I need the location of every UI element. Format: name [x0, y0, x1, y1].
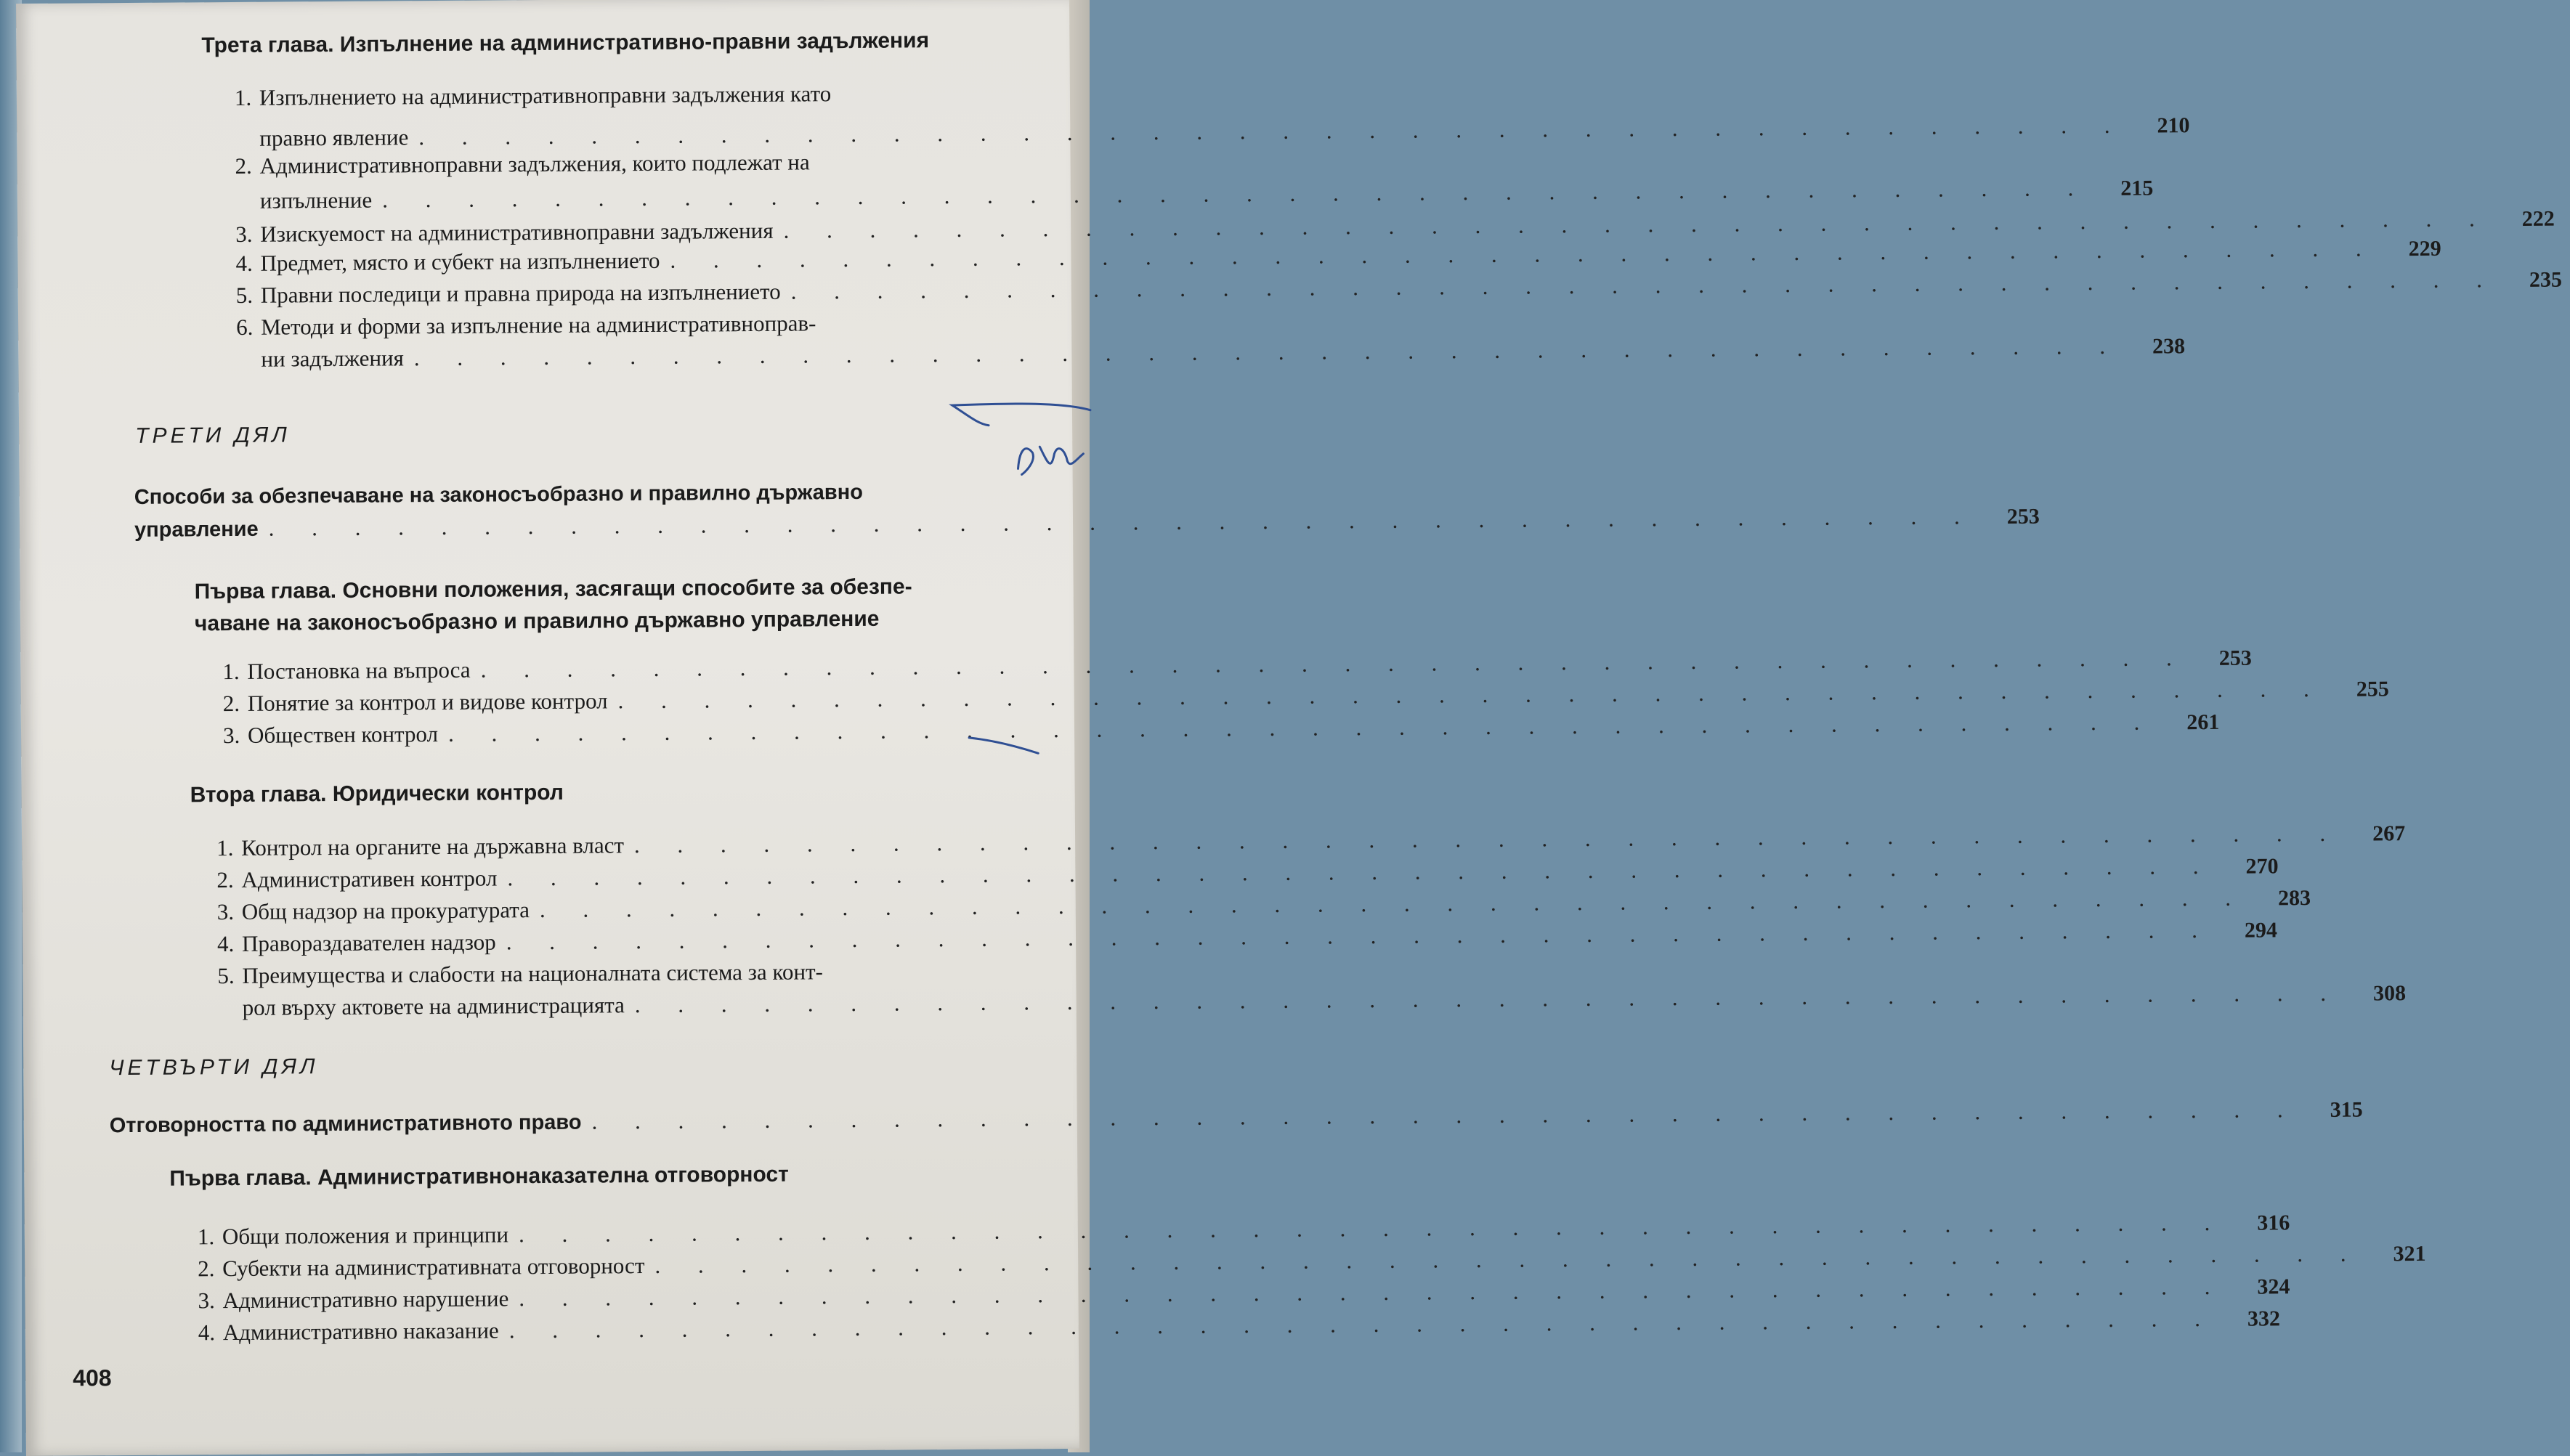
chapter-title: Първа глава. Основни положения, засягащи способите за обезпе- — [194, 574, 912, 604]
toc-entry: 4. Предмет, място и субект на изпълнението . . . 229 — [235, 243, 1020, 279]
toc-entry: 2. Административноправни задължения, които подлежат на — [235, 149, 810, 179]
page-number: 316 — [2257, 1211, 2290, 1235]
page-number: 210 — [2157, 113, 2190, 138]
page-number: 283 — [2277, 886, 2311, 911]
section-title: Способи за обезпечаване на законосъобразно и правилно държавно — [134, 480, 864, 509]
part-heading: ЧЕТВЪРТИ ДЯЛ — [109, 1054, 319, 1081]
page-number: 308 — [2372, 981, 2407, 1006]
page-number: 253 — [2218, 646, 2252, 670]
page-number: 229 — [2408, 236, 2441, 261]
page-number: 324 — [2257, 1274, 2290, 1299]
handwritten-pen-mark — [938, 381, 1098, 506]
page-number: 222 — [2521, 206, 2555, 231]
section-title: Отговорността по административното право . . . 315 — [110, 1104, 1018, 1140]
page-number: 294 — [2244, 918, 2278, 943]
part-heading: ТРЕТИ ДЯЛ — [135, 423, 291, 448]
page-number: 215 — [2120, 176, 2154, 200]
page-number: 261 — [2186, 709, 2220, 735]
page-number: 255 — [2356, 677, 2389, 701]
toc-entry: 3. Обществен контрол . . . 261 — [223, 715, 1022, 751]
toc-entry: 2. Субекти на административната отговорност . . . 321 — [198, 1249, 1011, 1285]
toc-entry: 4. Правораздавателен надзор . . . 294 — [217, 924, 1016, 959]
chapter-title: Първа глава. Административнонаказателна отговорност — [169, 1162, 789, 1191]
toc-entry: 6. Методи и форми за изпълнение на административноправ- — [236, 310, 816, 340]
page-folio: 408 — [73, 1365, 112, 1391]
toc-entry: 1. Изпълнението на административноправни задължения като — [234, 81, 832, 110]
page-number: 235 — [2529, 267, 2563, 292]
toc-entry: 4. Административно наказание . . . 332 — [198, 1313, 1012, 1349]
leader-dots — [418, 111, 2125, 152]
leader-dots — [591, 1095, 2298, 1136]
toc-entry-continued: правно явление . . . 210 — [235, 118, 1019, 154]
page-number: 321 — [2393, 1241, 2426, 1266]
toc-entry-continued: ни задължения . . . 238 — [236, 339, 1021, 375]
book-page — [16, 0, 2563, 1456]
toc-entry-continued: изпълнение . . . 215 — [235, 181, 1020, 216]
chapter-title-continued: чаване на законосъобразно и правилно държавно управление — [194, 606, 880, 636]
chapter-title: Втора глава. Юридически контрол — [190, 780, 564, 808]
page-number: 270 — [2245, 854, 2279, 879]
page-number: 253 — [2006, 504, 2040, 529]
toc-entry: 1. Постановка на въпроса . . . 253 — [222, 651, 1021, 687]
toc-entry: 1. Общи положения и принципи . . . 316 — [198, 1217, 1011, 1253]
page-number: 332 — [2247, 1306, 2281, 1331]
page-number: 315 — [2330, 1097, 2363, 1122]
page-number: 267 — [2372, 821, 2406, 846]
toc-entry: 1. Контрол на органите на държавна власт . . . 267 — [216, 828, 1016, 863]
section-title-continued: управление . . . 253 — [134, 508, 1021, 545]
toc-entry: 3. Общ надзор на прокуратурата . . . 283 — [217, 892, 1016, 927]
toc-entry: 5. Преимущества и слабости на националната система за конт- — [217, 959, 824, 989]
leader-dots — [269, 502, 1976, 542]
toc-entry: 2. Административен контрол . . . 270 — [216, 860, 1016, 895]
toc-entry: 3. Административно нарушение . . . 324 — [198, 1281, 1011, 1317]
toc-entry-continued: рол върху актовете на администрацията . . . 308 — [218, 988, 1017, 1023]
page-number: 238 — [2152, 334, 2186, 359]
toc-entry: 3. Изискуемост на административноправни задължения . . . 222 — [235, 214, 1020, 250]
chapter-title: Трета глава. Изпълнение на административно-правни задължения — [201, 28, 930, 58]
toc-entry: 2. Понятие за контрол и видове контрол . . . 255 — [223, 683, 1022, 719]
handwritten-pen-arrow — [965, 730, 1045, 760]
toc-entry: 5. Правни последици и правна природа на изпълнението . . . 235 — [236, 275, 1021, 311]
